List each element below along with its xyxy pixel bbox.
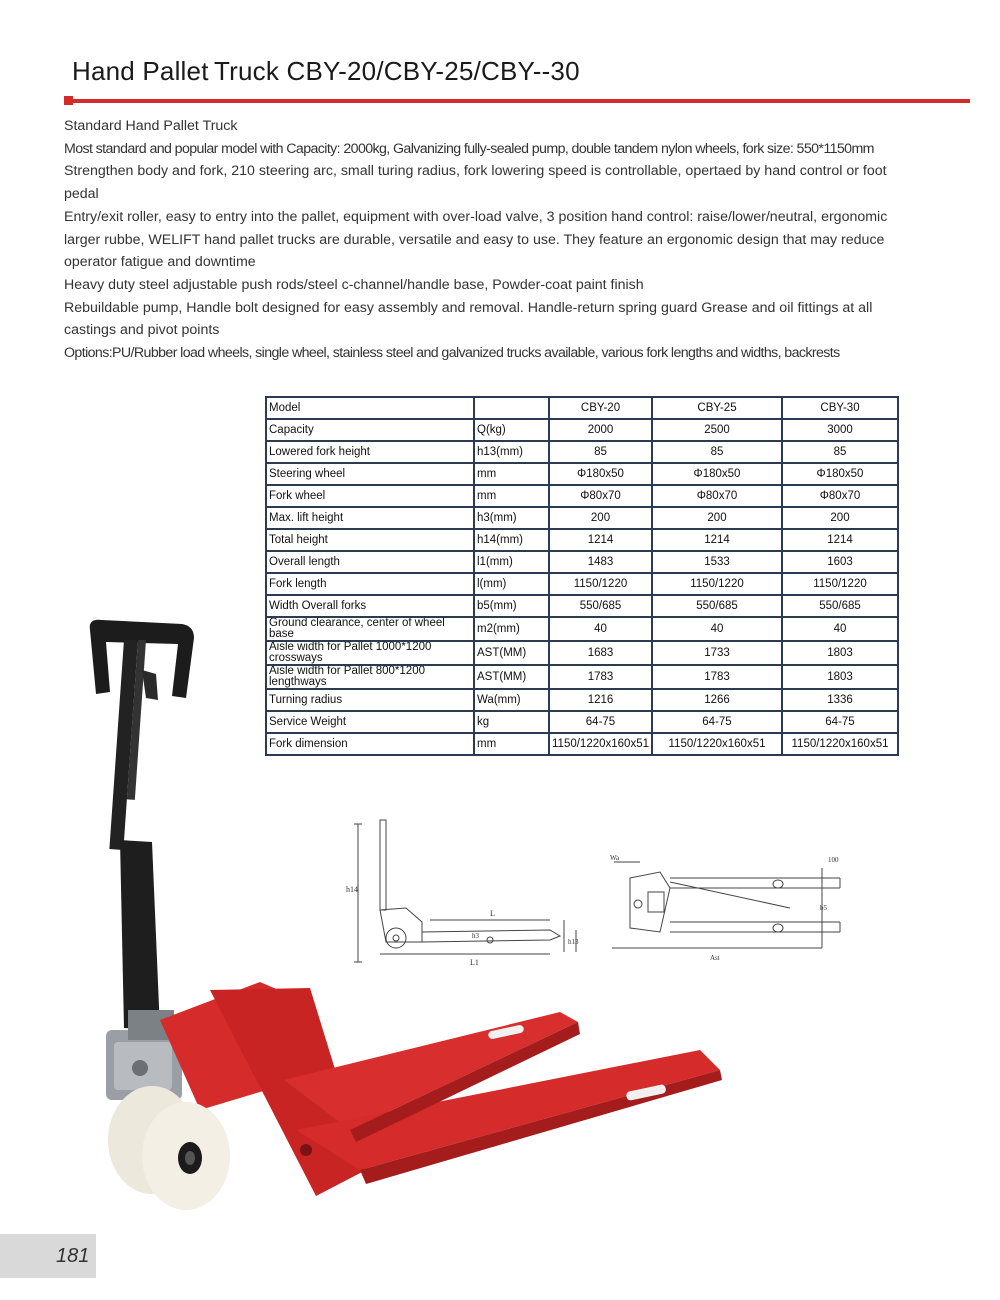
table-cell: mm xyxy=(474,733,549,755)
table-cell: Φ80x70 xyxy=(549,485,652,507)
table-cell: 200 xyxy=(652,507,782,529)
table-cell: Steering wheel xyxy=(266,463,474,485)
table-cell: Overall length xyxy=(266,551,474,573)
table-row xyxy=(266,463,898,485)
table-cell: CBY-30 xyxy=(782,397,898,419)
table-row xyxy=(266,419,898,441)
table-cell: kg xyxy=(474,711,549,733)
page-title: Hand Pallet Truck CBY-20/CBY-25/CBY--30 xyxy=(72,56,580,86)
table-cell: Model xyxy=(266,397,474,419)
table-cell: 1683 xyxy=(549,641,652,665)
desc-line: Options:PU/Rubber load wheels, single wheel, stainless steel and galvanized trucks available, various fork lengths and widths, backrests xyxy=(64,345,840,362)
table-cell: Q(kg) xyxy=(474,419,549,441)
dim-label-h13: h13 xyxy=(568,938,579,946)
table-cell: Ground clearance, center of wheel base xyxy=(266,617,474,641)
table-cell: 1150/1220 xyxy=(549,573,652,595)
page-number: 181 xyxy=(56,1245,90,1267)
desc-line: Entry/exit roller, easy to entry into the pallet, equipment with over-load valve, 3 position hand control: raise/lower/neutral, ergonomic xyxy=(64,208,888,225)
table-cell: 85 xyxy=(549,441,652,463)
desc-line: larger rubbe, WELIFT hand pallet trucks are durable, versatile and easy to use. They feature an ergonomic design that may reduce xyxy=(64,231,885,248)
table-cell: 40 xyxy=(782,617,898,641)
table-cell: 1214 xyxy=(652,529,782,551)
table-cell: 2500 xyxy=(652,419,782,441)
table-cell: Service Weight xyxy=(266,711,474,733)
table-cell: 550/685 xyxy=(652,595,782,617)
table-cell: 1150/1220x160x51 xyxy=(782,733,898,755)
dim-label-b5: b5 xyxy=(820,904,827,912)
table-cell: 1603 xyxy=(782,551,898,573)
table-cell: 2000 xyxy=(549,419,652,441)
desc-line: Heavy duty steel adjustable push rods/steel c-channel/handle base, Powder-coat paint finish xyxy=(64,276,644,293)
table-cell: l1(mm) xyxy=(474,551,549,573)
table-cell: h14(mm) xyxy=(474,529,549,551)
table-header-row xyxy=(266,397,898,419)
table-cell: 64-75 xyxy=(549,711,652,733)
product-description xyxy=(64,115,904,365)
desc-line: castings and pivot points xyxy=(64,322,220,339)
table-cell: 85 xyxy=(782,441,898,463)
desc-line: operator fatigue and downtime xyxy=(64,254,256,271)
handle xyxy=(90,620,194,1030)
table-cell: 1150/1220 xyxy=(782,573,898,595)
table-cell: 1150/1220x160x51 xyxy=(652,733,782,755)
table-cell: Turning radius xyxy=(266,689,474,711)
table-cell: 1783 xyxy=(549,665,652,689)
table-cell: 1150/1220x160x51 xyxy=(549,733,652,755)
pallet-truck-image xyxy=(60,610,740,1210)
table-cell: 1483 xyxy=(549,551,652,573)
table-cell: b5(mm) xyxy=(474,595,549,617)
table-cell xyxy=(474,397,549,419)
table-cell: Lowered fork height xyxy=(266,441,474,463)
desc-line: Strengthen body and fork, 210 steering arc, small turing radius, fork lowering speed is controllable, opertaed by hand control or foot pedal xyxy=(64,163,887,203)
table-cell: Capacity xyxy=(266,419,474,441)
table-cell: 1336 xyxy=(782,689,898,711)
table-cell: 1783 xyxy=(652,665,782,689)
table-row xyxy=(266,529,898,551)
table-cell: 64-75 xyxy=(782,711,898,733)
desc-line: Most standard and popular model with Capacity: 2000kg, Galvanizing fully-sealed pump, double tandem nylon wheels, fork size: 550*1150mm xyxy=(64,140,874,157)
table-cell: Max. lift height xyxy=(266,507,474,529)
title-underline xyxy=(64,99,970,103)
table-cell: 1733 xyxy=(652,641,782,665)
table-cell: h3(mm) xyxy=(474,507,549,529)
table-cell: Φ180x50 xyxy=(782,463,898,485)
table-cell: Total height xyxy=(266,529,474,551)
table-cell: 1214 xyxy=(549,529,652,551)
table-cell: Wa(mm) xyxy=(474,689,549,711)
table-cell: Φ80x70 xyxy=(652,485,782,507)
table-cell: Width Overall forks xyxy=(266,595,474,617)
table-cell: AST(MM) xyxy=(474,641,549,665)
dim-label-wa: Wa xyxy=(610,854,620,862)
table-cell: Aisle width for Pallet 800*1200 lengthways xyxy=(266,665,474,689)
table-cell: Aisle width for Pallet 1000*1200 crossways xyxy=(266,641,474,665)
table-cell: Φ80x70 xyxy=(782,485,898,507)
table-cell: 200 xyxy=(782,507,898,529)
table-cell: 85 xyxy=(652,441,782,463)
dim-label-h3: h3 xyxy=(472,932,479,940)
table-cell: mm xyxy=(474,463,549,485)
table-cell: CBY-20 xyxy=(549,397,652,419)
table-cell: Fork length xyxy=(266,573,474,595)
table-cell: AST(MM) xyxy=(474,665,549,689)
table-cell: 40 xyxy=(549,617,652,641)
table-row xyxy=(266,573,898,595)
table-cell: Φ180x50 xyxy=(652,463,782,485)
table-cell: Fork dimension xyxy=(266,733,474,755)
table-cell: CBY-25 xyxy=(652,397,782,419)
table-cell: 1803 xyxy=(782,641,898,665)
table-cell: Φ180x50 xyxy=(549,463,652,485)
table-row xyxy=(266,441,898,463)
table-cell: 40 xyxy=(652,617,782,641)
table-cell: 3000 xyxy=(782,419,898,441)
title-underline-marker xyxy=(64,96,73,105)
desc-subtitle: Standard Hand Pallet Truck xyxy=(64,118,238,134)
table-row xyxy=(266,551,898,573)
table-cell: 550/685 xyxy=(782,595,898,617)
table-cell: m2(mm) xyxy=(474,617,549,641)
desc-line: Rebuildable pump, Handle bolt designed for easy assembly and removal. Handle-return spring guard Grease and oil fittings at all xyxy=(64,299,873,316)
table-cell: 550/685 xyxy=(549,595,652,617)
dim-label-100: 100 xyxy=(828,856,839,864)
table-cell: 1216 xyxy=(549,689,652,711)
table-cell: Fork wheel xyxy=(266,485,474,507)
table-row xyxy=(266,485,898,507)
dim-label-ast: Ast xyxy=(710,954,720,962)
table-cell: 200 xyxy=(549,507,652,529)
table-cell: h13(mm) xyxy=(474,441,549,463)
table-cell: 1266 xyxy=(652,689,782,711)
dim-label-l: L xyxy=(490,909,495,918)
table-cell: 1150/1220 xyxy=(652,573,782,595)
table-cell: 1214 xyxy=(782,529,898,551)
table-cell: 64-75 xyxy=(652,711,782,733)
table-cell: 1533 xyxy=(652,551,782,573)
table-row xyxy=(266,507,898,529)
table-cell: mm xyxy=(474,485,549,507)
truck-body xyxy=(160,982,722,1196)
dim-label-l1: L1 xyxy=(470,958,479,967)
table-cell: l(mm) xyxy=(474,573,549,595)
dim-label-h14: h14 xyxy=(346,885,358,894)
table-cell: 1803 xyxy=(782,665,898,689)
